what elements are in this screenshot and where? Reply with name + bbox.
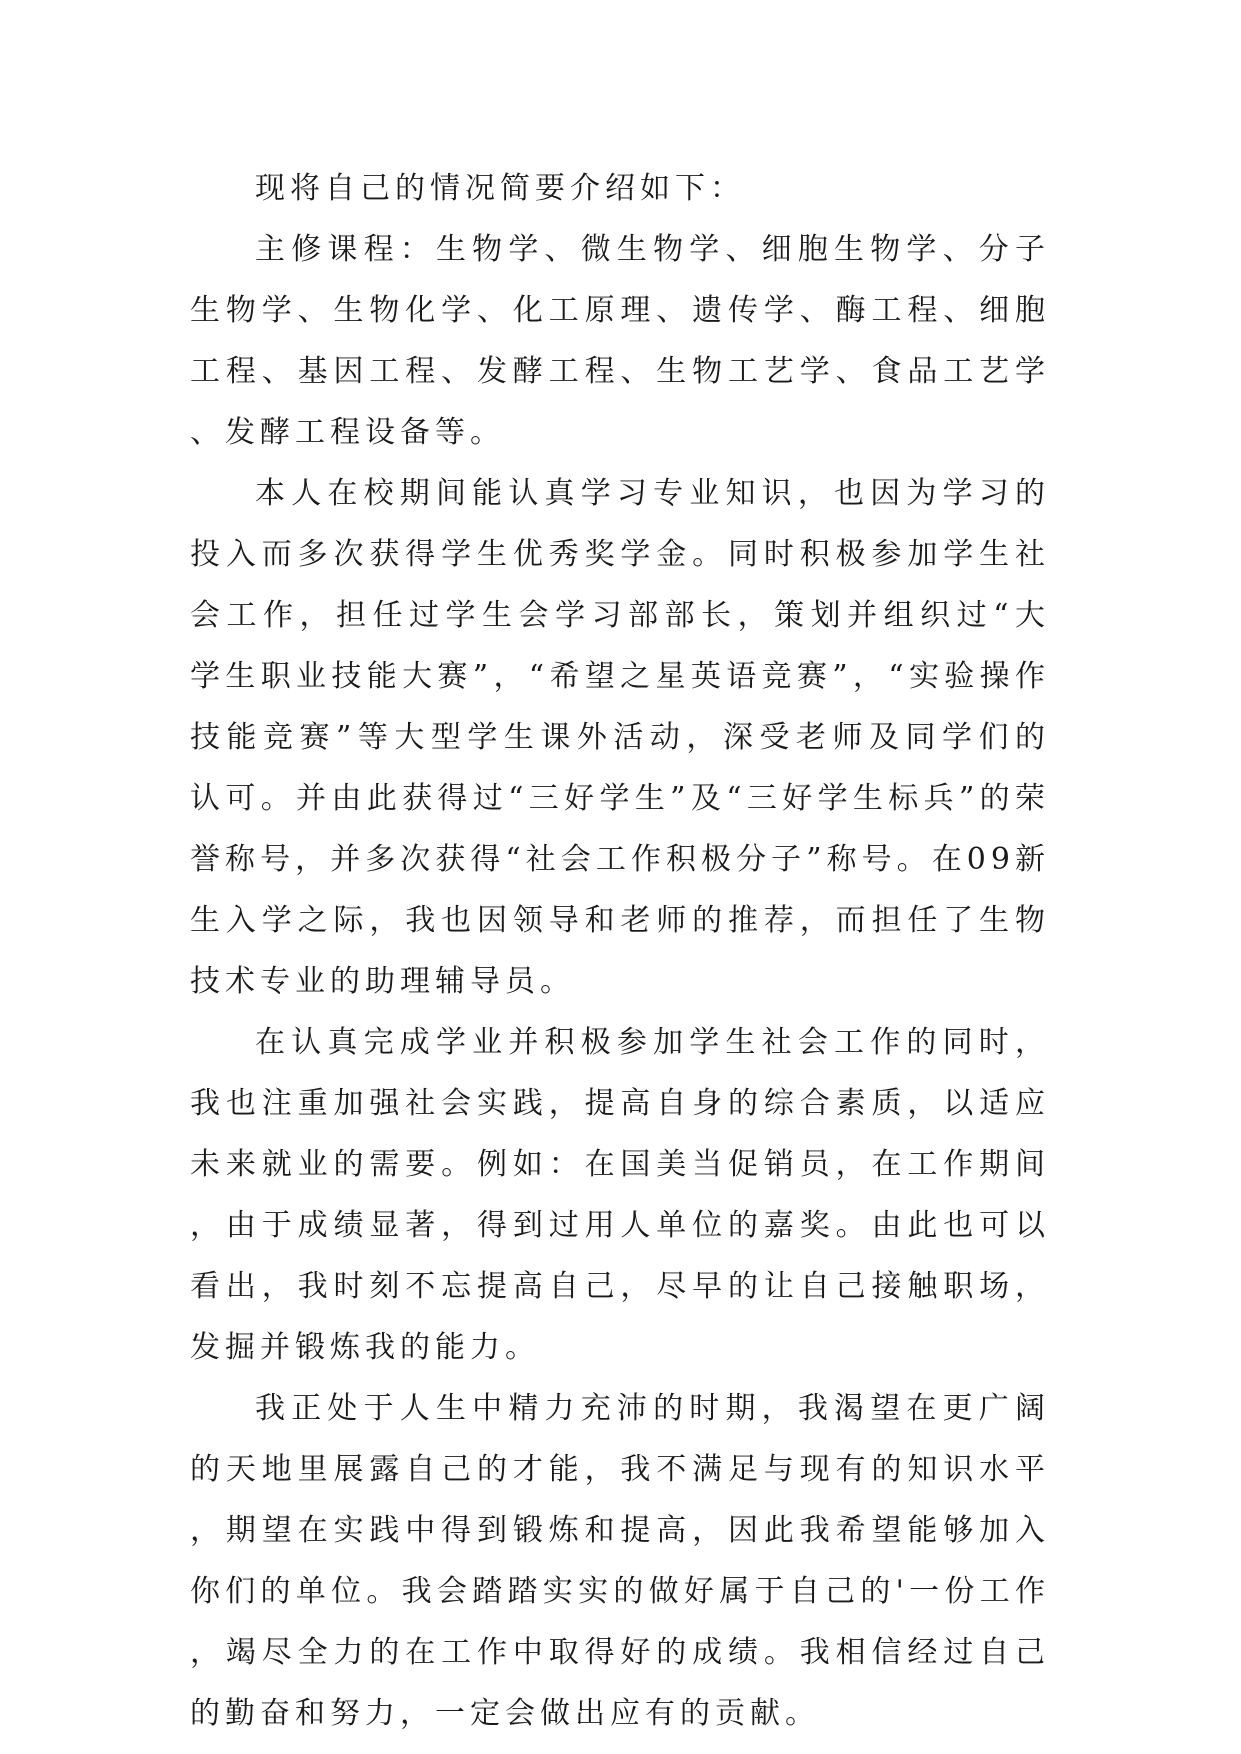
document-body: [190, 158, 1050, 1744]
paragraph-social-practice: 在认真完成学业并积极参加学生社会工作的同时，我也注重加强社会实践，提高自身的综合素质，以适应未来就业的需要。例如：在国美当促销员，在工作期间，由于成绩显著，得到过用人单位的嘉奖。由此也可以看出，我时刻不忘提高自己，尽早的让自己接触职场，发掘并锻炼我的能力。: [190, 1025, 1050, 1365]
paragraph-courses: 主修课程：生物学、微生物学、细胞生物学、分子生物学、生物化学、化工原理、遗传学、酶工程、细胞工程、基因工程、发酵工程、生物工艺学、食品工艺学、发酵工程设备等。: [190, 232, 1050, 450]
paragraph-closing: 我正处于人生中精力充沛的时期，我渴望在更广阔的天地里展露自己的才能，我不满足与现有的知识水平，期望在实践中得到锻炼和提高，因此我希望能够加入你们的单位。我会踏踏实实的做好属于自己的'一份工作，竭尽全力的在工作中取得好的成绩。我相信经过自己的勤奋和努力，一定会做出应有的贡献。: [190, 1391, 1050, 1731]
paragraph-campus-activities: 本人在校期间能认真学习专业知识，也因为学习的投入而多次获得学生优秀奖学金。同时积极参加学生社会工作，担任过学生会学习部部长，策划并组织过“大学生职业技能大赛”，“希望之星英语竞赛”，“实验操作技能竞赛”等大型学生课外活动，深受老师及同学们的认可。并由此获得过“三好学生”及“三好学生标兵”的荣誉称号，并多次获得“社会工作积极分子”称号。在09新生入学之际，我也因领导和老师的推荐，而担任了生物技术专业的助理辅导员。: [190, 476, 1050, 999]
paragraph-intro: 现将自己的情况简要介绍如下：: [255, 171, 745, 206]
